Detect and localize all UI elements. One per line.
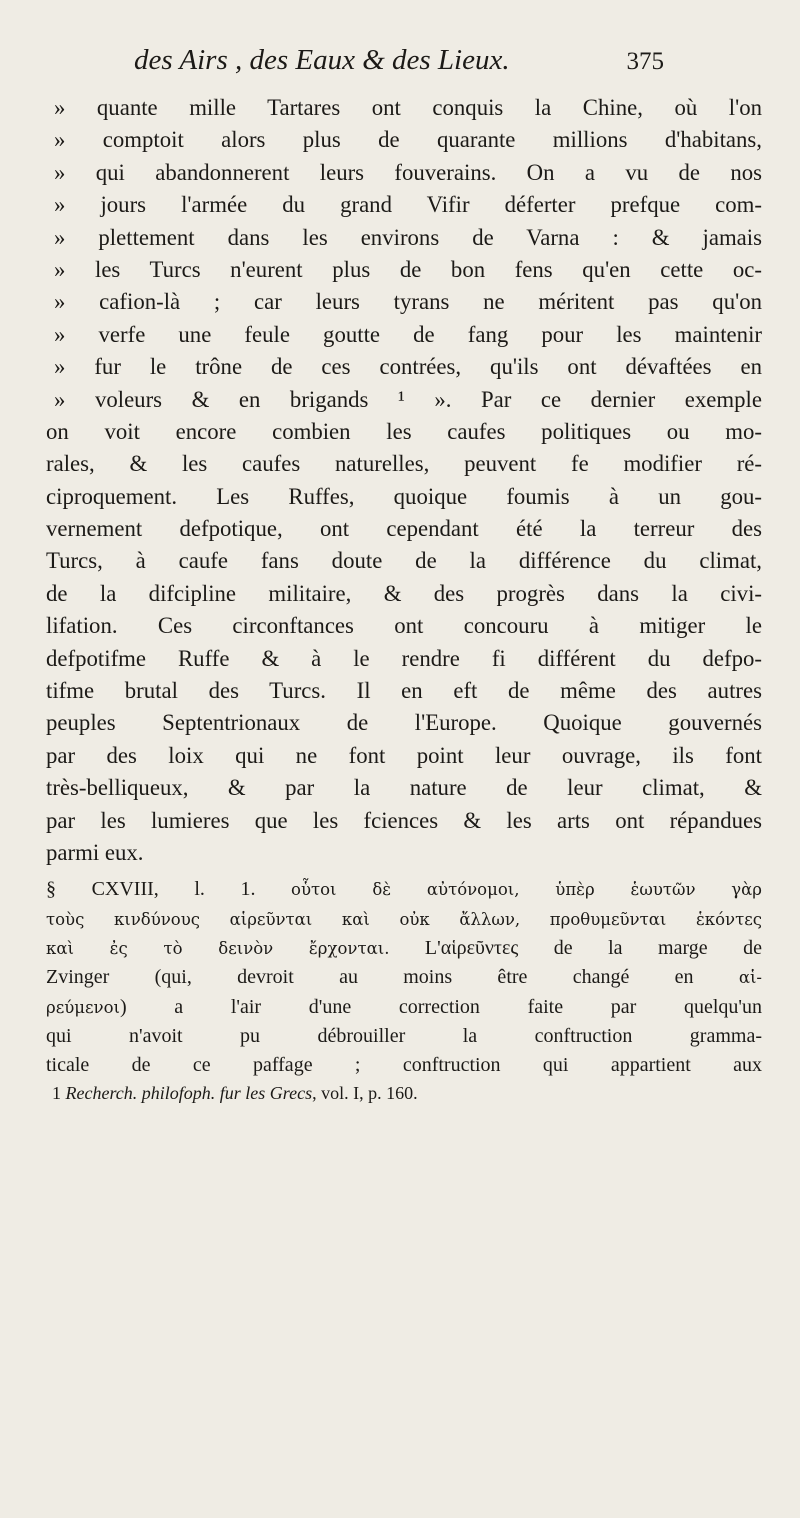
text-line: » verfe une feule goutte de fang pour les maintenir bbox=[54, 321, 762, 347]
greek-quote: ρεύμενοι bbox=[46, 997, 120, 1017]
footnote bbox=[46, 1080, 762, 1106]
body-text bbox=[46, 92, 762, 1106]
text-line: » plettement dans les environs de Varna : & jamais bbox=[54, 224, 762, 250]
text-line: » voleurs & en brigands ¹ ». Par ce dernier exemple bbox=[54, 386, 762, 412]
note-line bbox=[46, 993, 762, 1022]
text-line: tifme brutal des Turcs. Il en eft de même des autres bbox=[46, 678, 762, 704]
text-line: vernement defpotique, ont cependant été la terreur des bbox=[46, 516, 762, 542]
footnote-title: Recherch. philofoph. fur les Grecs bbox=[65, 1083, 313, 1104]
text-line: » les Turcs n'eurent plus de bon fens qu'en cette oc- bbox=[54, 256, 762, 282]
note-line bbox=[46, 875, 762, 904]
text-line: rales, & les caufes naturelles, peuvent fe modifier ré- bbox=[46, 451, 762, 477]
text-line: » cafion-là ; car leurs tyrans ne méritent pas qu'on bbox=[54, 289, 762, 315]
text-line: lifation. Ces circonftances ont concouru à mitiger le bbox=[46, 613, 762, 639]
note-text: ) a l'air d'une correction faite par quelqu'un bbox=[119, 995, 762, 1018]
note-line bbox=[46, 963, 762, 992]
text-line: de la difcipline militaire, & des progrès dans la civi- bbox=[46, 580, 762, 606]
text-line: » quante mille Tartares ont conquis la Chine, où l'on bbox=[54, 95, 762, 120]
greek-quote: οὗτοι δὲ αὐτόνομοι, ὑπὲρ ἑωυτῶν γὰρ bbox=[291, 880, 762, 900]
text-line: defpotifme Ruffe & à le rendre fi différent du defpo- bbox=[46, 645, 762, 671]
text-line: ciproquement. Les Ruffes, quoique foumis à un gou- bbox=[46, 483, 762, 509]
page-header bbox=[130, 44, 664, 77]
greek-quote: καὶ ἐς τὸ δεινὸν ἔρχονται. bbox=[46, 938, 390, 958]
text-line: » qui abandonnerent leurs fouverains. On a vu de nos bbox=[54, 159, 762, 185]
greek-quote: τοὺς κινδύνους αἱρεῦνται καὶ οὐκ ἄλλων, προθυμεῦνται ἑκόντες bbox=[46, 909, 762, 929]
note-line: ticale de ce paffage ; conftruction qui appartient aux bbox=[46, 1054, 762, 1077]
text-line: parmi eux. bbox=[46, 839, 144, 865]
note-ref: § CXVIII, l. 1. bbox=[46, 878, 256, 901]
note-text: L'αἱρεῦντες de la marge de bbox=[424, 936, 763, 959]
page-number: 375 bbox=[626, 48, 664, 75]
footnote-ref: , vol. I, p. 160. bbox=[312, 1083, 418, 1104]
text-line: on voit encore combien les caufes politiques ou mo- bbox=[46, 418, 762, 444]
footnote-number: 1 bbox=[52, 1083, 61, 1104]
text-line: » comptoit alors plus de quarante millions d'habitans, bbox=[54, 127, 762, 153]
text-line: très-belliqueux, & par la nature de leur climat, & bbox=[46, 775, 762, 801]
note-line bbox=[46, 934, 762, 963]
text-line: » fur le trône de ces contrées, qu'ils ont dévaftées en bbox=[54, 354, 762, 380]
greek-quote: αἱ- bbox=[738, 968, 762, 988]
text-line: peuples Septentrionaux de l'Europe. Quoique gouvernés bbox=[46, 710, 762, 736]
text-line: Turcs, à caufe fans doute de la différence du climat, bbox=[46, 548, 762, 574]
text-line: par des loix qui ne font point leur ouvrage, ils font bbox=[46, 742, 762, 768]
text-line: » jours l'armée du grand Vifir déferter prefque com- bbox=[54, 192, 762, 218]
note-line bbox=[46, 905, 762, 934]
note-text: Zvinger (qui, devroit au moins être changé en bbox=[46, 966, 694, 989]
running-title: des Airs , des Eaux & des Lieux. bbox=[134, 44, 510, 76]
note-line: qui n'avoit pu débrouiller la conftruction gramma- bbox=[46, 1024, 762, 1047]
text-line: par les lumieres que les fciences & les arts ont répandues bbox=[46, 807, 762, 833]
